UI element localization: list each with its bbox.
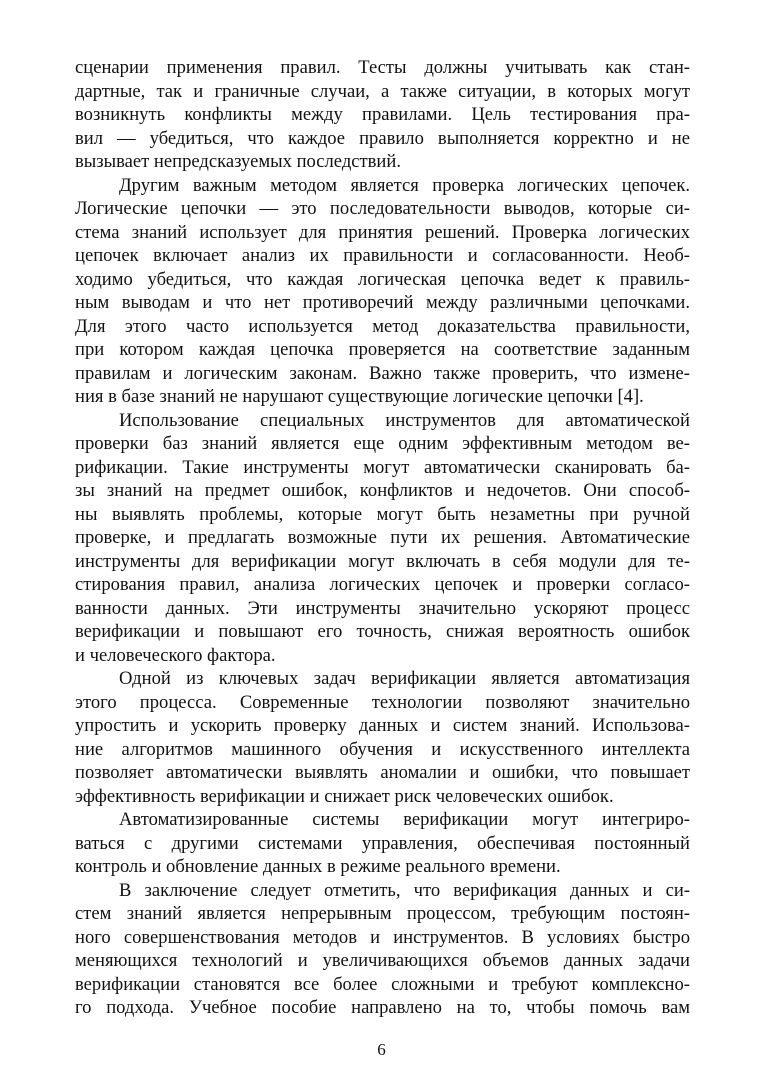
text-line: Другим важным методом является проверка логических цепочек. [119, 174, 690, 196]
text-line: вил — убедиться, что каждое правило выполняется корректно и не [75, 127, 690, 149]
text-line: ние алгоритмов машинного обучения и искусственного интеллекта [75, 738, 690, 760]
text-line: ванности данных. Эти инструменты значительно ускоряют процесс [75, 597, 690, 619]
text-line: верификации становятся все более сложными и требуют комплексно- [75, 973, 690, 995]
text-line: верификации и повышают его точность, снижая вероятность ошибок [75, 621, 690, 642]
paragraph [75, 409, 690, 668]
text-line: и человеческого фактора. [75, 644, 276, 666]
text-line: проверке, и предлагать возможные пути их решения. Автоматические [75, 527, 690, 548]
text-line: контроль и обновление данных в режиме реального времени. [75, 856, 561, 877]
text-line: цепочек включает анализ их правильности и согласованности. Необ- [75, 245, 690, 266]
text-line: позволяет автоматически выявлять аномалии и ошибки, что повышает [75, 762, 690, 783]
text-line: ния в базе знаний не нарушают существующие логические цепочки [4]. [75, 386, 644, 407]
text-line: рификации. Такие инструменты могут автоматически сканировать ба- [75, 456, 690, 478]
text-line: правилам и логическим законам. Важно также проверить, что измене- [75, 362, 690, 384]
text-line: упростить и ускорить проверку данных и систем знаний. Использова- [75, 715, 690, 736]
paragraph [75, 56, 690, 174]
text-line: меняющихся технологий и увеличивающихся объемов данных задачи [75, 950, 690, 971]
page-body [75, 56, 690, 1020]
text-line: вызывает непредсказуемых последствий. [75, 151, 401, 172]
text-line: стема знаний использует для принятия решений. Проверка логических [75, 221, 690, 243]
paragraph [75, 808, 690, 879]
text-line: ны выявлять проблемы, которые могут быть незаметны при ручной [75, 503, 690, 525]
paragraph [75, 879, 690, 1020]
text-line: Для этого часто используется метод доказательства правильности, [75, 315, 690, 337]
paragraph [75, 667, 690, 808]
text-line: этого процесса. Современные технологии позволяют значительно [75, 691, 690, 713]
text-line: при котором каждая цепочка проверяется на соответствие заданным [75, 339, 690, 360]
text-line: Одной из ключевых задач верификации является автоматизация [119, 668, 690, 689]
paragraph [75, 174, 690, 409]
text-line: Автоматизированные системы верификации могут интегриро- [119, 809, 690, 830]
text-line: ваться с другими системами управления, обеспечивая постоянный [75, 832, 690, 854]
text-line: инструменты для верификации могут включать в себя модули для те- [75, 550, 690, 572]
text-line: В заключение следует отметить, что верификация данных и си- [119, 879, 690, 901]
text-line: сценарии применения правил. Тесты должны учитывать как стан- [75, 57, 690, 78]
text-line: ходимо убедиться, что каждая логическая цепочка ведет к правиль- [75, 268, 690, 290]
text-line: стирования правил, анализа логических цепочек и проверки согласо- [75, 574, 690, 595]
text-line: проверки баз знаний является еще одним эффективным методом ве- [75, 433, 690, 454]
text-line: стем знаний является непрерывным процессом, требующим постоян- [75, 903, 690, 924]
text-line: зы знаний на предмет ошибок, конфликтов и недочетов. Они способ- [75, 480, 690, 501]
text-line: Логические цепочки — это последовательности выводов, которые си- [75, 198, 690, 219]
page-number: 6 [377, 1040, 386, 1059]
text-line: дартные, так и граничные случаи, а также ситуации, в которых могут [75, 80, 690, 102]
text-line: го подхода. Учебное пособие направлено на то, чтобы помочь вам [75, 997, 690, 1018]
text-line: Использование специальных инструментов для автоматической [119, 409, 690, 431]
text-line: ного совершенствования методов и инструментов. В условиях быстро [75, 926, 690, 948]
text-line: эффективность верификации и снижает риск человеческих ошибок. [75, 785, 614, 807]
text-line: ным выводам и что нет противоречий между различными цепочками. [75, 292, 690, 313]
text-line: возникнуть конфликты между правилами. Цель тестирования пра- [75, 104, 690, 125]
